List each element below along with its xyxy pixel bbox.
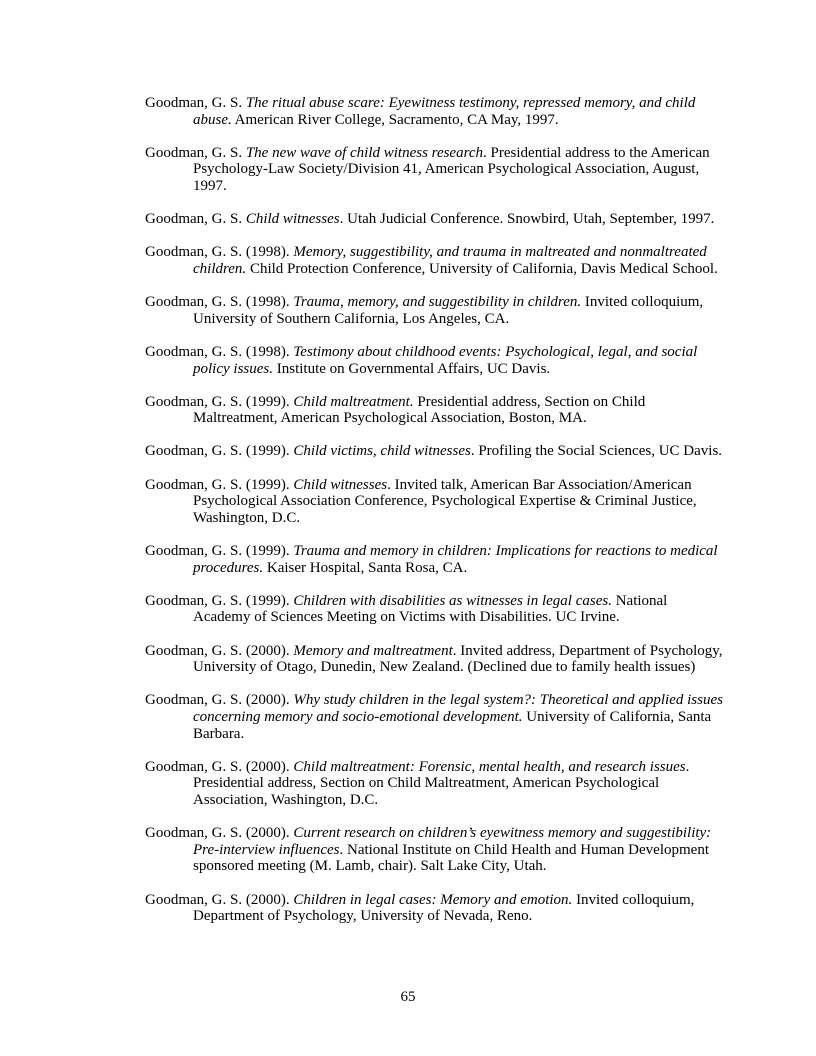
reference-text: Goodman, G. S. xyxy=(145,211,246,228)
reference-title: Memory, suggestibility, and trauma in maltreated and nonmaltreated children. xyxy=(193,244,707,277)
reference-title: Child victims, child witnesses xyxy=(293,443,471,460)
reference-title: Child witnesses xyxy=(245,211,340,228)
reference-entry xyxy=(145,692,725,742)
reference-entry xyxy=(145,394,725,427)
reference-title: Children with disabilities as witnesses in legal cases. xyxy=(293,592,612,609)
reference-entry xyxy=(145,543,725,576)
reference-text: Invited colloquium, Department of Psychology, University of Nevada, Reno. xyxy=(193,891,695,925)
reference-text: Child Protection Conference, University of California, Davis Medical School. xyxy=(246,260,718,277)
reference-text: Institute on Governmental Affairs, UC Davis. xyxy=(273,360,551,377)
reference-text: . Utah Judicial Conference. Snowbird, Utah, September, 1997. xyxy=(339,211,715,228)
reference-entry xyxy=(145,145,725,195)
reference-text: Goodman, G. S. (2000). xyxy=(145,825,294,842)
reference-text: University of California, Santa Barbara. xyxy=(193,708,712,742)
reference-text: Invited colloquium, University of Southern California, Los Angeles, CA. xyxy=(193,294,704,327)
reference-text: National Academy of Sciences Meeting on Victims with Disabilities. UC Irvine. xyxy=(193,592,668,626)
reference-text: American River College, Sacramento, CA May, 1997. xyxy=(231,111,559,128)
reference-text: . Presidential address to the American Psychology-Law Society/Division 41, American Psychological Association, August, 1997. xyxy=(193,144,710,194)
reference-text: Goodman, G. S. (2000). xyxy=(145,891,294,908)
reference-list xyxy=(145,95,725,941)
reference-text: Goodman, G. S. (1999). xyxy=(145,393,294,410)
reference-text: . Profiling the Social Sciences, UC Davis. xyxy=(470,443,723,460)
reference-entry xyxy=(145,759,725,809)
reference-title: Memory and maltreatment xyxy=(293,642,453,659)
reference-entry xyxy=(145,825,725,875)
page-number: 65 xyxy=(400,989,416,1005)
reference-title: The ritual abuse scare: Eyewitness testimony, repressed memory, and child abuse. xyxy=(193,95,696,128)
reference-text: Goodman, G. S. (1999). xyxy=(145,476,294,493)
reference-text: Goodman, G. S. (1999). xyxy=(145,543,294,560)
reference-text: Goodman, G. S. (2000). xyxy=(145,642,294,659)
reference-entry xyxy=(145,443,725,460)
reference-text: . Invited talk, American Bar Association/American Psychological Association Conference, Psychological Expertise & Criminal Justice, Washington, D.C. xyxy=(193,476,697,526)
reference-text: . National Institute on Child Health and Human Development sponsored meeting (M. Lamb, chair). Salt Lake City, Utah. xyxy=(193,841,709,875)
reference-text: Presidential address, Section on Child Maltreatment, American Psychological Association, Boston, MA. xyxy=(193,393,646,427)
reference-text: Goodman, G. S. (2000). xyxy=(145,758,294,775)
reference-text: Goodman, G. S. (1998). xyxy=(145,294,294,311)
reference-title: Trauma and memory in children: Implications for reactions to medical procedures. xyxy=(193,543,718,576)
reference-text: . Invited address, Department of Psychology, University of Otago, Dunedin, New Zealand. (Declined due to family health issues) xyxy=(193,642,723,676)
reference-text: Goodman, G. S. (1999). xyxy=(145,443,294,460)
reference-entry xyxy=(145,892,725,925)
reference-text: Goodman, G. S. (1999). xyxy=(145,592,294,609)
reference-entry xyxy=(145,211,725,228)
reference-title: Why study children in the legal system?: Theoretical and applied issues concerning memory and socio-emotional development. xyxy=(193,692,723,725)
reference-text: Goodman, G. S. xyxy=(145,144,246,161)
reference-text: Kaiser Hospital, Santa Rosa, CA. xyxy=(263,559,468,576)
reference-entry xyxy=(145,643,725,676)
reference-entry xyxy=(145,244,725,277)
reference-text: Goodman, G. S. xyxy=(145,95,246,111)
reference-entry xyxy=(145,477,725,527)
reference-entry xyxy=(145,344,725,377)
reference-title: Children in legal cases: Memory and emotion. xyxy=(293,891,573,908)
reference-entry xyxy=(145,593,725,626)
reference-text: Goodman, G. S. (1998). xyxy=(145,244,294,261)
reference-entry xyxy=(145,95,725,128)
reference-text: Goodman, G. S. (1998). xyxy=(145,343,294,360)
reference-title: Child maltreatment: Forensic, mental health, and research issues xyxy=(293,758,686,775)
reference-title: The new wave of child witness research xyxy=(245,144,484,161)
reference-title: Child maltreatment. xyxy=(293,393,414,410)
reference-title: Trauma, memory, and suggestibility in children. xyxy=(293,294,582,311)
reference-text: Goodman, G. S. (2000). xyxy=(145,692,294,709)
reference-text: . Presidential address, Section on Child Maltreatment, American Psychological Association, Washington, D.C. xyxy=(193,758,690,808)
reference-title: Testimony about childhood events: Psychological, legal, and social policy issues. xyxy=(193,343,698,377)
reference-title: Child witnesses xyxy=(293,476,388,493)
reference-title: Current research on children’s eyewitness memory and suggestibility: Pre-interview influences xyxy=(193,825,712,858)
reference-entry xyxy=(145,294,725,327)
